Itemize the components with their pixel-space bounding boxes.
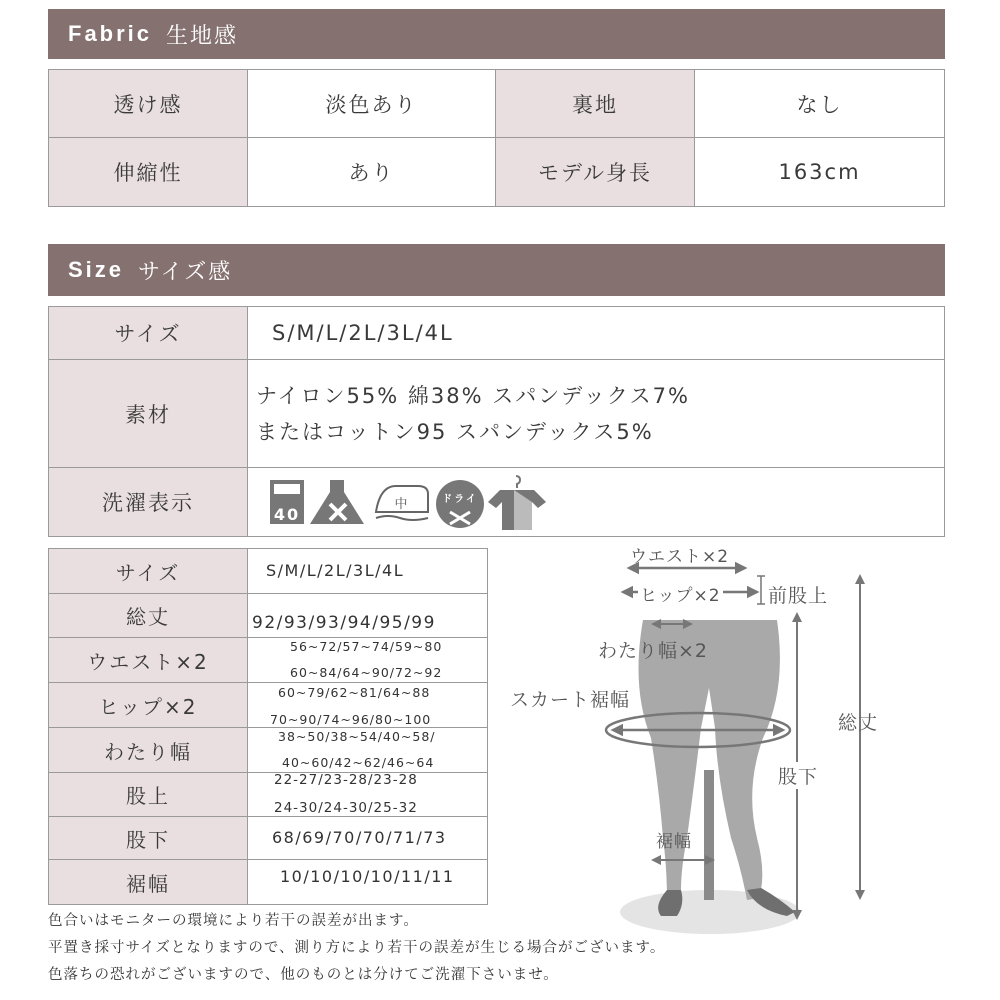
size-banner <box>48 244 945 296</box>
material-line-2: またはコットン95 スパンデックス5% <box>256 419 654 444</box>
size-title-jp: サイズ感 <box>138 259 233 285</box>
diagram-label-rise: 前股上 <box>768 585 829 607</box>
wash-label: 洗濯表示 <box>48 467 248 537</box>
diagram-label-total: 総丈 <box>838 712 879 734</box>
fabric-value-transparency: 淡色あり <box>247 69 496 138</box>
measure-value-rise-2: 24-30/24-30/25-32 <box>274 800 418 816</box>
mannequin-stand <box>704 770 714 900</box>
fabric-title-jp: 生地感 <box>166 23 239 49</box>
measure-label-size: サイズ <box>48 548 248 594</box>
mannequin-legs <box>639 620 796 916</box>
fabric-value-lining: なし <box>694 69 945 138</box>
measure-value-size: S/M/L/2L/3L/4L <box>266 561 405 580</box>
material-value <box>247 359 945 468</box>
wash-40-icon <box>270 480 304 524</box>
measure-label-hem: 裾幅 <box>48 859 248 905</box>
fabric-value-model-height: 163cm <box>694 137 945 207</box>
measure-value-hip-2: 70~90/74~96/80~100 <box>270 712 432 727</box>
measure-divider <box>247 637 488 638</box>
material-label: 素材 <box>48 359 248 468</box>
hang-dry-shade-icon <box>488 476 546 530</box>
no-bleach-icon <box>310 480 364 524</box>
note-1: 色合いはモニターの環境により若干の誤差が出ます。 <box>48 913 419 929</box>
svg-text:ドライ: ドライ <box>442 494 478 505</box>
measure-divider <box>247 682 488 683</box>
measure-value-inseam: 68/69/70/70/71/73 <box>272 828 447 847</box>
no-dry-clean-icon <box>436 480 484 528</box>
measure-value-waist-1: 56~72/57~74/59~80 <box>290 639 443 654</box>
measure-value-hip-1: 60~79/62~81/64~88 <box>278 685 431 700</box>
diagram-label-hem: 裾幅 <box>656 832 692 852</box>
measure-value-hem: 10/10/10/10/11/11 <box>280 867 455 886</box>
measure-label-total: 総丈 <box>48 593 248 638</box>
diagram-label-inseam: 股下 <box>778 762 818 789</box>
size-title-en: Size <box>68 257 125 282</box>
measure-value-rise-1: 22-27/23-28/23-28 <box>274 772 418 788</box>
diagram-label-hip: ヒップ×2 <box>638 581 723 606</box>
fabric-label-transparency: 透け感 <box>48 69 248 138</box>
fabric-value-stretch: あり <box>247 137 496 207</box>
wash-icons <box>247 467 945 537</box>
svg-text:40: 40 <box>273 505 301 524</box>
measure-label-waist: ウエスト×2 <box>48 637 248 683</box>
note-2: 平置き採寸サイズとなりますので、測り方により若干の誤差が生じる場合がございます。 <box>48 940 666 956</box>
diagram-label-thigh: わたり幅×2 <box>598 640 709 662</box>
note-3: 色落ちの恐れがございますので、他のものとは分けてご洗濯下さいませ。 <box>48 967 559 983</box>
measure-label-inseam: 股下 <box>48 816 248 860</box>
measure-label-thigh: わたり幅 <box>48 727 248 773</box>
fabric-label-stretch: 伸縮性 <box>48 137 248 207</box>
measure-divider <box>247 859 488 860</box>
size-label: サイズ <box>48 306 248 360</box>
measure-divider <box>247 593 488 594</box>
size-value: S/M/L/2L/3L/4L <box>247 306 945 360</box>
wash-icons-svg <box>268 472 558 532</box>
rise-bracket <box>757 576 765 604</box>
fabric-label-lining: 裏地 <box>495 69 695 138</box>
measure-divider <box>247 816 488 817</box>
measure-divider <box>247 727 488 728</box>
iron-medium-icon <box>376 486 428 520</box>
svg-text:中: 中 <box>394 497 410 512</box>
diagram-label-waist: ウエスト×2 <box>630 547 730 567</box>
measure-value-waist-2: 60~84/64~90/72~92 <box>290 665 443 680</box>
fabric-banner <box>48 9 945 59</box>
measure-label-hip: ヒップ×2 <box>48 682 248 728</box>
fabric-label-model-height: モデル身長 <box>495 137 695 207</box>
measure-label-rise: 股上 <box>48 772 248 817</box>
diagram-label-skirt-hem: スカート裾幅 <box>510 689 631 711</box>
fabric-title-en: Fabric <box>68 21 153 46</box>
measure-value-thigh-2: 40~60/42~62/46~64 <box>282 755 435 770</box>
measure-value-total: 92/93/93/94/95/99 <box>252 613 436 633</box>
measure-value-thigh-1: 38~50/38~54/40~58/ <box>278 729 436 744</box>
material-line-1: ナイロン55% 綿38% スパンデックス7% <box>256 383 690 408</box>
measurement-diagram <box>495 538 995 938</box>
